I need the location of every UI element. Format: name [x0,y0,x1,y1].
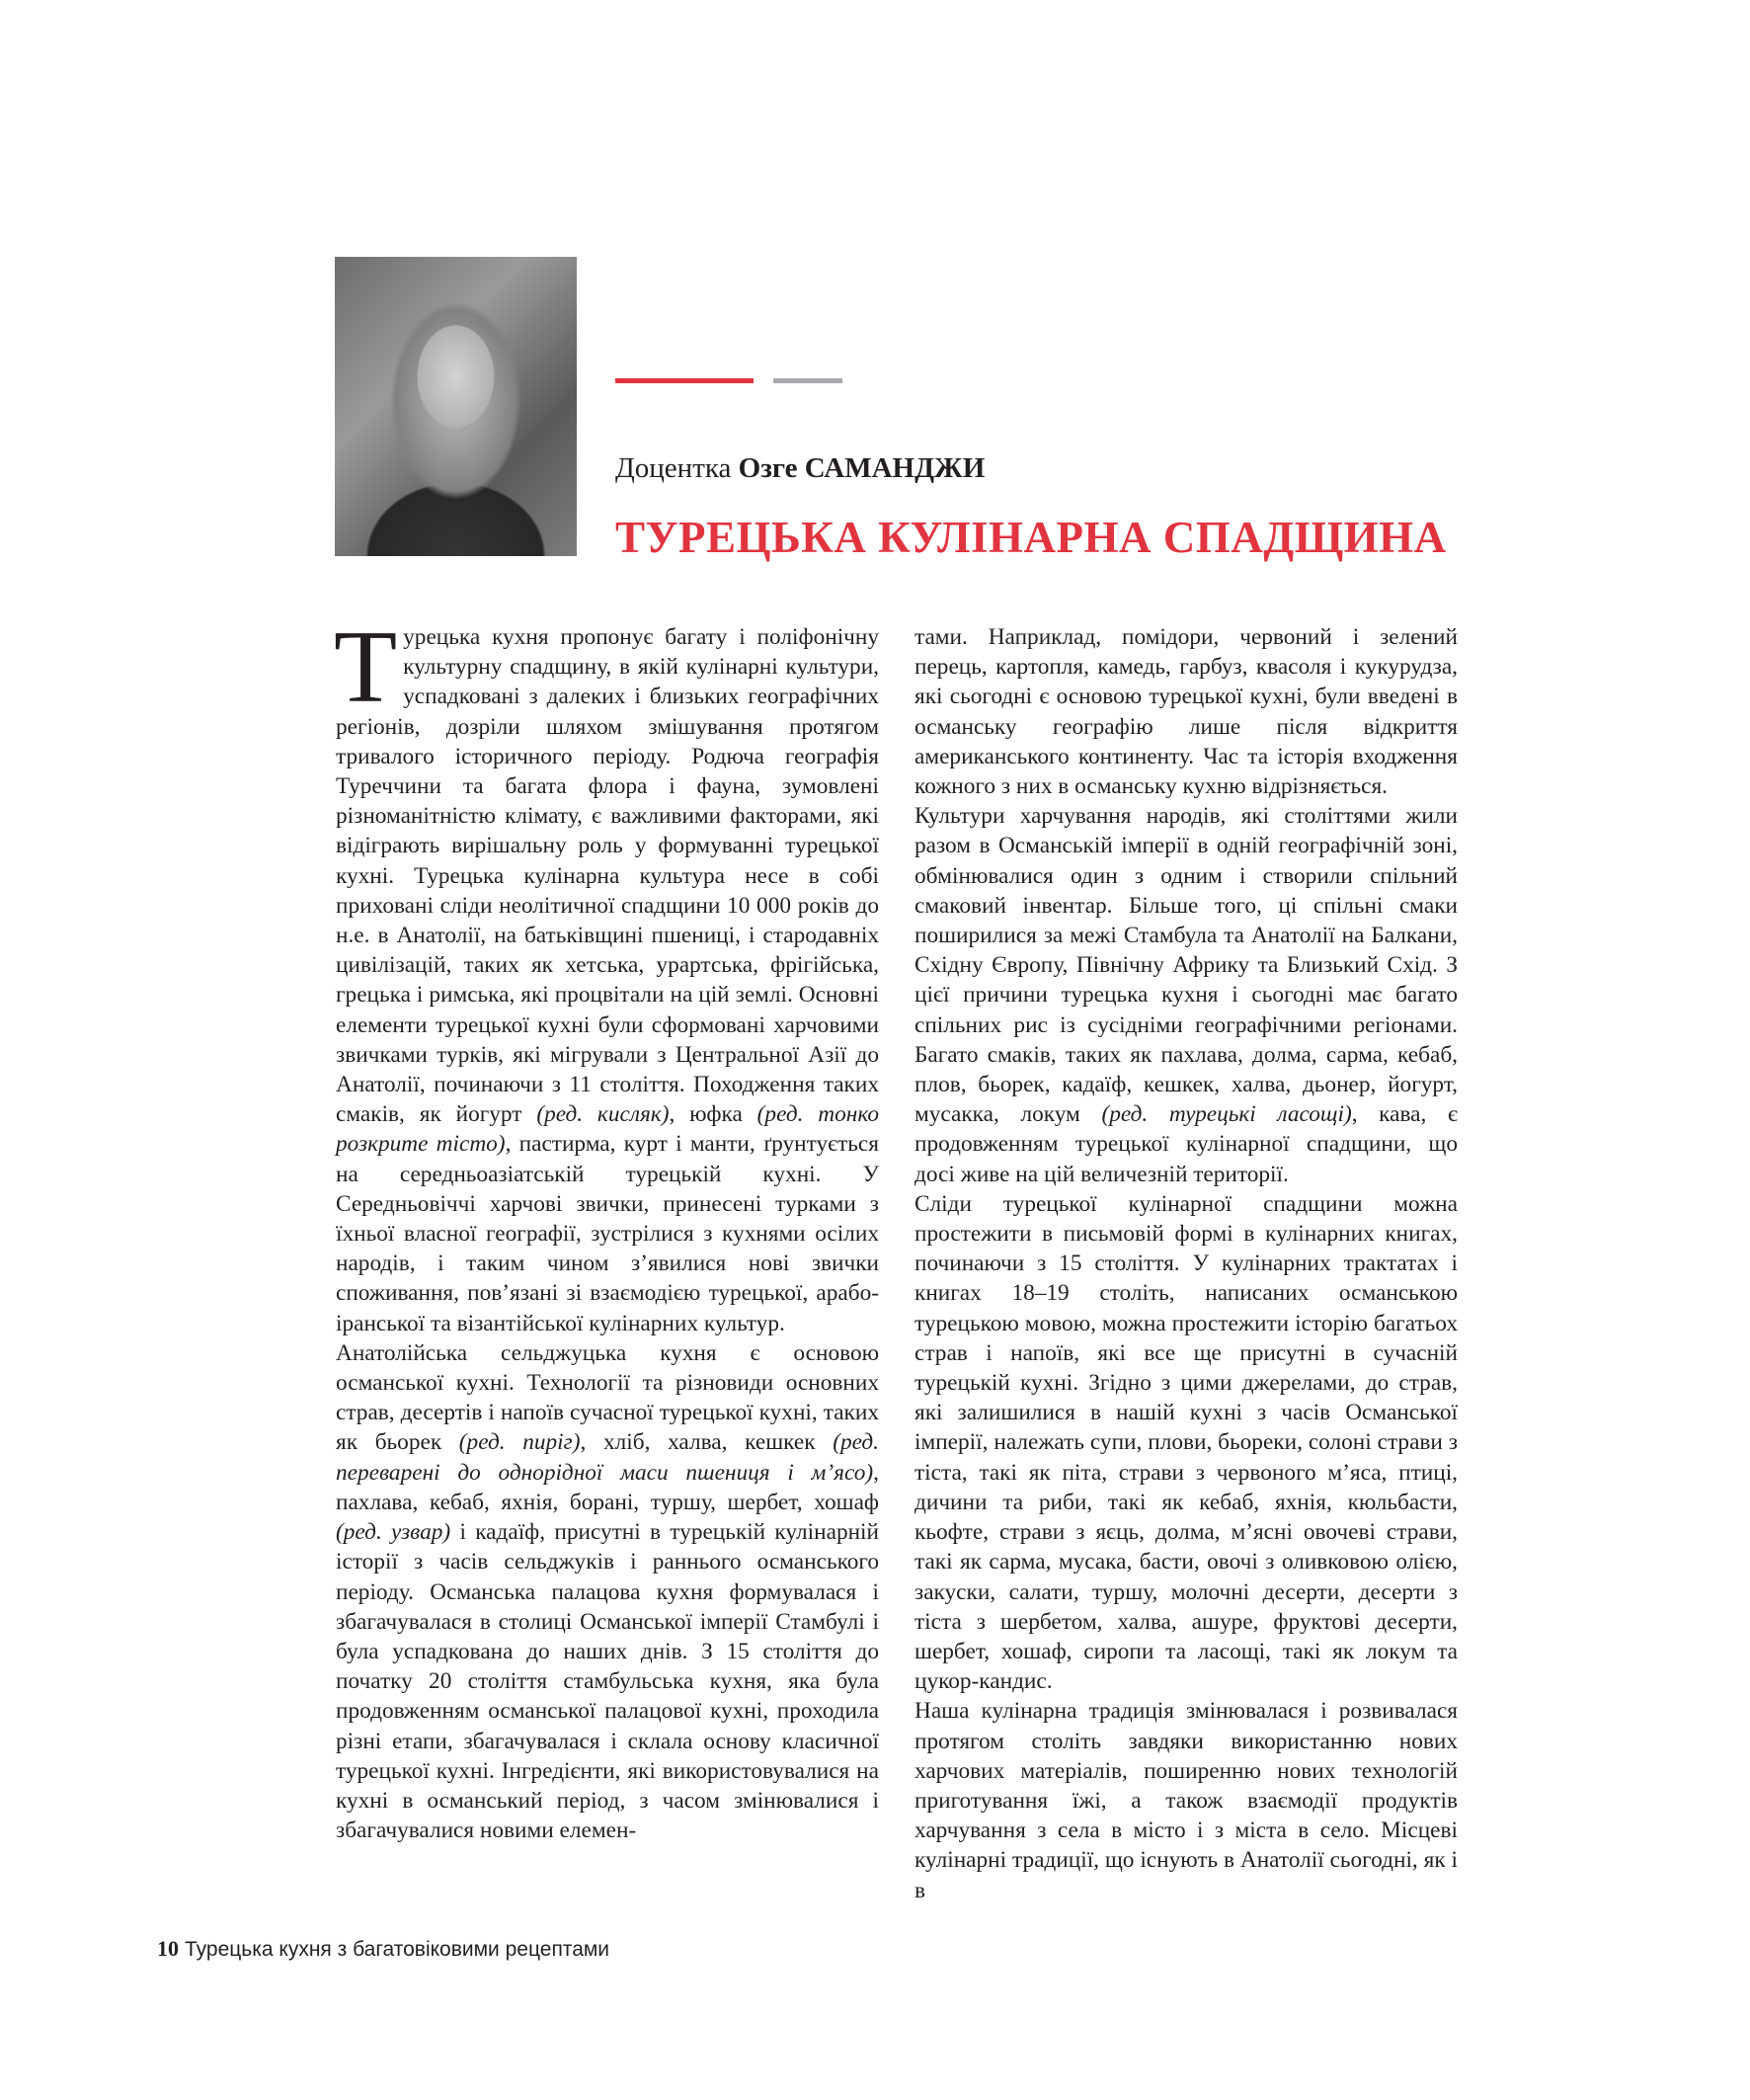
page-number: 10 [157,1936,179,1961]
editor-note: (ред. переварені до однорідної маси пшениця і м’ясо) [336,1429,879,1486]
paragraph-text: Культури харчування народів, які століттями жили разом в Османській імперії в одній географічній зоні, обмінювалися один з одним і створили спільний смаковий інвентар. Більше того, ці спільні смаки поширилися за межі Стамбула та Анатолії на Балкани, Східну Європу, Північну Африку та Близький Схід. З цієї причини турецька кухня і сьогодні має багато спільних рис із сусідніми географічними регіонами. Багато смаків, таких як пахлава, долма, сарма, кебаб, плов, бьорек, кадаїф, кешкек, халва, дьонер, йогурт, мусакка, локум [915,803,1458,1128]
paragraph-text: і кадаїф, присутні в турецькій кулінарній історії з часів сельджуків і раннього османського періоду. Османська палацова кухня формувалася і збагачувалася в столиці Османської імперії Стамбулі і була успадкована до наших днів. З 15 століття до початку 20 століття стамбульська кухня, яка була продовженням османської палацової кухні, проходила різні етапи, збагачувалася і склала основу класичної турецької кухні. Інгредієнти, які використовувалися на кухні в османський період, з часом змінювалися і збагачувалися новими елемен- [336,1519,879,1844]
author-name: Озге САМАНДЖИ [738,452,986,484]
paragraph [915,801,1458,1189]
accent-rule-red [615,378,754,383]
paragraph-text: , хліб, халва, кешкек [580,1429,834,1456]
paragraph-text: , кава, є продовженням турецької кулінарної спадщини, що досі живе на цій величезній території. [915,1101,1458,1187]
article-title: ТУРЕЦЬКА КУЛІНАРНА СПАДЩИНА [615,513,1447,562]
paragraph [334,608,879,1338]
author-line [615,452,985,485]
paragraph: тами. Наприклад, помідори, червоний і зелений перець, картопля, камедь, гарбуз, квасоля і кукурудза, які сьогодні є основою турецької кухні, були введені в османську географію лише після відкриття американського континенту. Час та історія входження кожного з них в османську кухню відрізняється. [915,624,1458,800]
paragraph-text: , пастирма, курт і манти, ґрунтується на середньоазіатській турецькій кухні. У Середньовіччі харчові звички, принесені турками з їхньої власної географії, зустрілися з кухнями осілих народів, і таким чином з’явилися нові звички споживання, пов’язані зі взаємодією турецької, арабо-іранської та візантійської кулінарних культур. [336,1131,879,1336]
editor-note: (ред. тонко розкрите тісто) [336,1101,879,1158]
editor-note: (ред. турецькі ласощі) [1101,1101,1352,1128]
text-column-left [334,608,879,1845]
text-column-right [915,622,1458,1905]
paragraph: Наша кулінарна традиція змінювалася і розвивалася протягом століть завдяки використанню нових харчових матеріалів, поширенню нових технологій приготування їжі, а також взаємодії продуктів харчування з села в місто і з міста в село. Місцеві кулінарні традиції, що існують в Анатолії сьогодні, як і в [915,1698,1458,1903]
running-title: Турецька кухня з багатовіковими рецептами [185,1938,610,1961]
drop-cap: Т [334,608,398,724]
author-prefix: Доцентка [615,452,739,484]
paragraph-text: , пахлава, кебаб, яхнія, борані, туршу, шербет, хошаф [336,1459,879,1515]
paragraph-text: Анатолійська сельджуцька кухня є основою османської кухні. Технології та різновиди основних страв, десертів і напоїв сучасної турецької кухні, таких як бьорек [336,1339,879,1456]
paragraph: Сліди турецької кулінарної спадщини можна простежити в письмовій формі в кулінарних книгах, починаючи з 15 століття. У кулінарних трактатах і книгах 18–19 століть, написаних османською турецькою мовою, можна простежити історію багатьох страв і напоїв, які все ще присутні в сучасній турецькій кухні. Згідно з цими джерелами, до страв, які залишилися в нашій кухні з часів Османської імперії, належать супи, плови, бьореки, солоні страви з тіста, такі як піта, страви з червоного м’яса, птиці, дичини та риби, такі як кебаб, яхнія, кюльбасти, кьофте, страви з яєць, долма, м’ясні овочеві страви, такі як сарма, мусака, басти, овочі з оливковою олією, закуски, салати, туршу, молочні десерти, десерти з тіста з шербетом, халва, ашуре, фруктові десерти, шербет, хошаф, сиропи та ласощі, такі як локум та цукор-кандис. [915,1190,1458,1695]
editor-note: (ред. кисляк) [536,1101,670,1128]
paragraph [336,1338,879,1845]
page-footer [157,1936,609,1962]
paragraph-text: , юфка [669,1101,757,1128]
author-portrait [335,257,577,556]
accent-rule-gray [773,378,842,383]
editor-note: (ред. пиріг) [458,1429,581,1456]
editor-note: (ред. узвар) [336,1519,451,1546]
paragraph-text: урецька кухня пропонує багату і поліфонічну культурну спадщину, в якій кулінарні культури, успадковані з далеких і близьких географічних регіонів, дозріли шляхом змішування протягом тривалого історичного періоду. Родюча географія Туреччини та багата флора і фауна, зумовлені різноманітністю клімату, є важливими факторами, які відіграють вирішальну роль у формуванні турецької кухні. Турецька кулінарна культура несе в собі приховані сліди неолітичної спадщини 10 000 років до н.е. в Анатолії, на батьківщині пшениці, і стародавніх цивілізацій, таких як хетська, урартська, фрігійська, грецька і римська, які процвітали на цій землі. Основні елементи турецької кухні були сформовані харчовими звичками турків, які мігрували з Центральної Азії до Анатолії, починаючи з 11 століття. Походження таких смаків, як йогурт [336,624,879,1128]
